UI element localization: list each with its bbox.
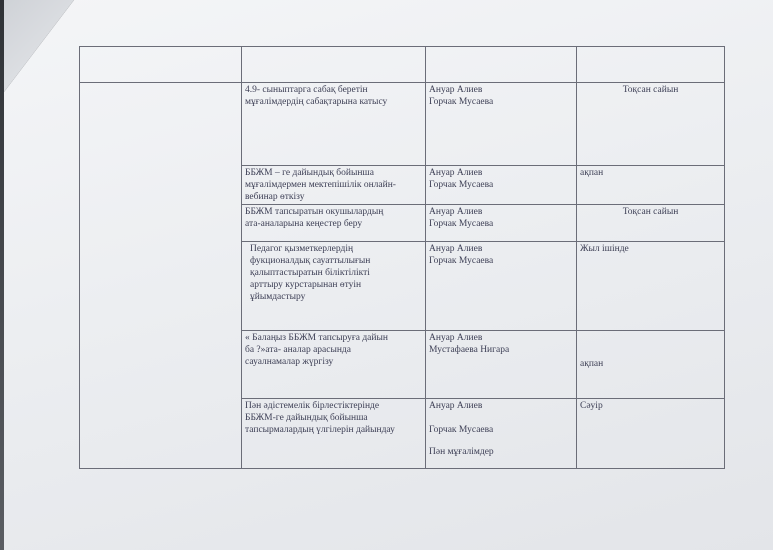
- responsible-cell: [426, 166, 577, 205]
- action-cell: [242, 166, 426, 205]
- action-line: ба ?»ата- аналар арасында: [245, 345, 351, 355]
- action-line: вебинар өткізу: [245, 192, 305, 202]
- table-header-row: [80, 47, 725, 83]
- action-line: ұйымдастыру: [250, 292, 306, 302]
- deadline-text: Сәуір: [580, 401, 603, 411]
- action-cell: [242, 331, 426, 399]
- responsible-name: Ануар Алиев: [429, 401, 483, 411]
- responsible-name: Ануар Алиев: [429, 85, 483, 95]
- responsible-name: Горчак Мусаева: [429, 425, 494, 435]
- action-line: Педагог қызметкерлердің: [250, 244, 354, 254]
- action-cell: [242, 242, 426, 331]
- action-line: тапсырмалардың үлгілерін дайындау: [245, 425, 395, 435]
- deadline-cell: [577, 166, 725, 205]
- action-cell: [242, 399, 426, 469]
- deadline-cell: [577, 242, 725, 331]
- table-row: [80, 83, 725, 166]
- deadline-text: ақпан: [580, 359, 604, 369]
- action-line: 4.9- сыныптарга сабақ беретін: [245, 85, 368, 95]
- responsible-name: Пән мұғалімдер: [429, 447, 494, 457]
- action-line: Пән әдістемелік бірлестіктерінде: [245, 401, 380, 411]
- merged-empty-cell: [80, 83, 242, 469]
- action-cell: [242, 205, 426, 242]
- action-line: арттыру курстарынан өтуін: [250, 280, 362, 290]
- responsible-name: Ануар Алиев: [429, 207, 483, 217]
- responsible-name: Мустафаева Нигара: [429, 345, 510, 355]
- responsible-cell: [426, 331, 577, 399]
- action-line: ата-аналарына кеңестер беру: [245, 219, 363, 229]
- action-line: мұғалімдермен мектепішілік онлайн-: [245, 180, 396, 190]
- action-line: ББЖМ-ге дайындық бойынша: [245, 413, 368, 423]
- deadline-text: Тоқсан сайын: [622, 207, 679, 217]
- responsible-name: Горчак Мусаева: [429, 219, 494, 229]
- action-line: мұғалімдердің сабақтарына катысу: [245, 97, 388, 107]
- deadline-text: ақпан: [580, 168, 604, 178]
- responsible-cell: [426, 242, 577, 331]
- responsible-name: Горчак Мусаева: [429, 180, 494, 190]
- responsible-cell: [426, 399, 577, 469]
- action-line: ББЖМ – ге дайындық бойынша: [245, 168, 374, 178]
- responsible-name: Горчак Мусаева: [429, 256, 494, 266]
- action-line: қалыптастыратын біліктілікті: [250, 268, 370, 278]
- action-cell: [242, 83, 426, 166]
- responsible-cell: [426, 205, 577, 242]
- plan-table: [79, 46, 725, 469]
- deadline-cell: [577, 205, 725, 242]
- responsible-name: Ануар Алиев: [429, 244, 483, 254]
- deadline-cell: [577, 331, 725, 399]
- action-line: фукционалдық сауаттылығын: [250, 256, 371, 266]
- deadline-cell: [577, 399, 725, 469]
- responsible-cell: [426, 83, 577, 166]
- deadline-text: Жыл ішінде: [580, 244, 629, 254]
- responsible-name: Ануар Алиев: [429, 333, 483, 343]
- header-cell-empty: [80, 47, 242, 83]
- header-cell-empty: [426, 47, 577, 83]
- responsible-name: Ануар Алиев: [429, 168, 483, 178]
- header-cell-empty: [577, 47, 725, 83]
- action-line: ББЖМ тапсыратын окушылардың: [245, 207, 384, 217]
- action-line: сауалнамалар жүргізу: [245, 357, 334, 367]
- deadline-cell: [577, 83, 725, 166]
- action-line: « Балаңыз ББЖМ тапсыруға дайын: [245, 333, 388, 343]
- deadline-text: Тоқсан сайын: [622, 85, 679, 95]
- header-cell-empty: [242, 47, 426, 83]
- responsible-name: Горчак Мусаева: [429, 97, 494, 107]
